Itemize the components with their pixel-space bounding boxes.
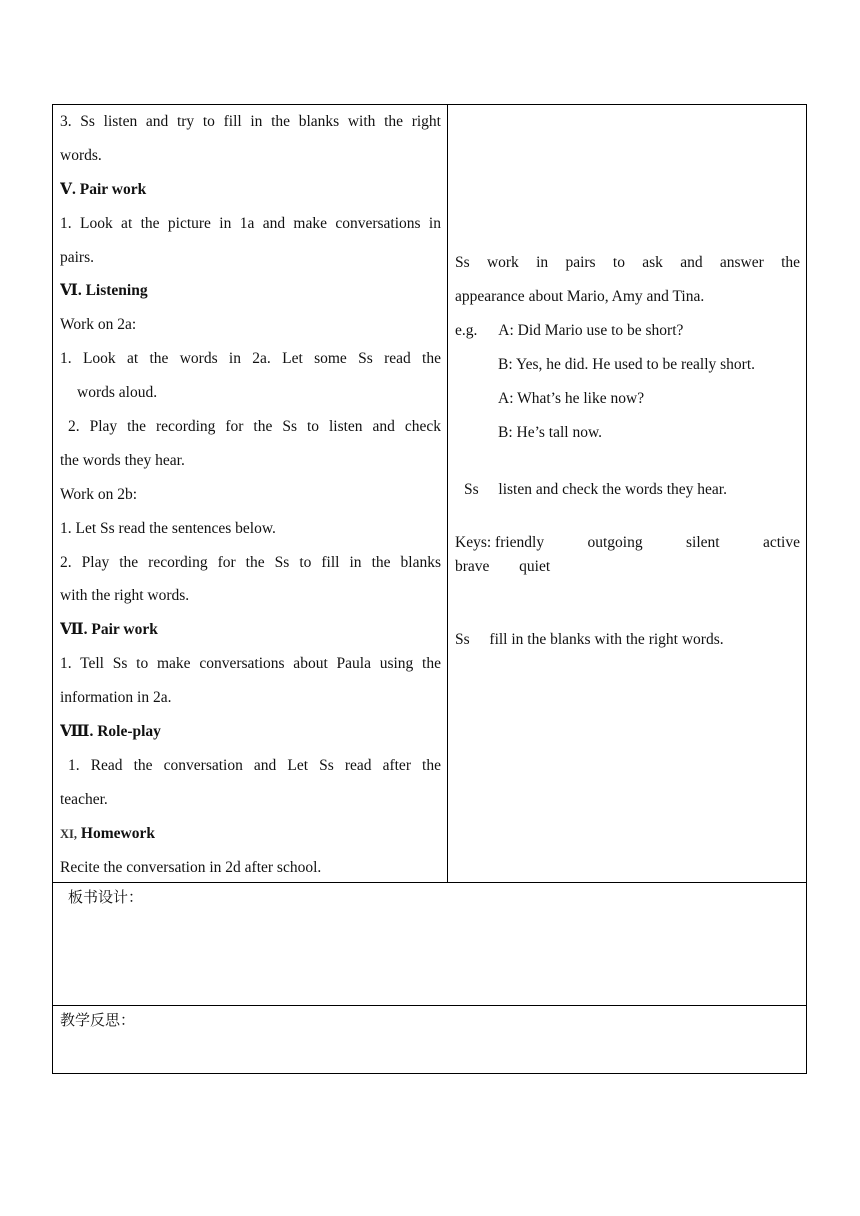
step-line: 1. Tell Ss to make conversations about Paula using the: [60, 655, 441, 673]
student-line: appearance about Mario, Amy and Tina.: [455, 288, 705, 305]
dialogue-line: B: Yes, he did. He used to be really short.: [498, 356, 756, 373]
keys-line: [455, 534, 800, 552]
section-title: Listening: [85, 282, 148, 300]
dialogue-line: B: He’s tall now.: [498, 424, 603, 441]
step-line: information in 2a.: [60, 689, 172, 707]
table-border-right: [806, 104, 807, 1074]
step-line: pairs.: [60, 248, 95, 266]
board-design-label: 板书设计：: [68, 888, 144, 906]
step-line: with the right words.: [60, 587, 190, 605]
key-word: quiet: [519, 558, 551, 575]
step-line: 3. Ss listen and try to fill in the blanks with the right: [60, 113, 441, 130]
step-line: 1. Read the conversation and Let Ss read after the: [68, 756, 441, 774]
step-line: words aloud.: [77, 384, 158, 402]
student-text: listen and check the words they hear.: [498, 481, 727, 498]
step-line: 2. Play the recording for the Ss to listen and check: [68, 418, 441, 436]
keys-label: Keys: friendly: [455, 534, 545, 551]
section-number: XI,: [60, 826, 78, 841]
step-line: 1. Look at the words in 2a. Let some Ss read the: [60, 350, 441, 368]
keys-line-2: [455, 558, 800, 576]
step-line: 2. Play the recording for the Ss to fill in the blanks: [60, 553, 441, 571]
step-line: Recite the conversation in 2d after school.: [60, 858, 322, 876]
section-number: Ⅷ.: [60, 723, 94, 741]
section-heading-homework: [60, 817, 441, 851]
section-heading-pair-work-2: [60, 613, 441, 647]
section-title: Role-play: [97, 723, 161, 741]
teaching-reflection-label: 教学反思：: [60, 1011, 136, 1029]
row-divider-2: [52, 1005, 807, 1006]
student-activities-cell: [448, 105, 806, 882]
step-line: teacher.: [60, 790, 108, 808]
section-heading-listening: [60, 274, 441, 308]
student-line: [455, 481, 800, 499]
example-line: [455, 322, 800, 340]
section-heading-pair-work: [60, 173, 441, 207]
key-word: silent: [686, 534, 720, 551]
section-heading-role-play: [60, 715, 441, 749]
dialogue-line: A: What’s he like now?: [498, 390, 645, 407]
table-border-bottom: [52, 1073, 807, 1074]
student-line: [455, 631, 800, 649]
section-title: Pair work: [91, 621, 158, 639]
step-line: the words they hear.: [60, 451, 185, 469]
teacher-activities-cell: [52, 105, 447, 882]
student-text: fill in the blanks with the right words.: [489, 631, 724, 648]
ss-label: Ss: [464, 481, 479, 498]
step-line: 1. Let Ss read the sentences below.: [60, 519, 276, 537]
step-line: Work on 2b:: [60, 485, 138, 503]
student-line: Ss work in pairs to ask and answer the: [455, 254, 800, 271]
key-word: brave: [455, 558, 490, 575]
key-word: active: [762, 534, 800, 551]
section-number: Ⅶ.: [60, 621, 88, 639]
section-number: Ⅴ.: [60, 180, 76, 198]
section-title: Homework: [80, 824, 155, 842]
dialogue-line: A: Did Mario use to be short?: [498, 322, 684, 339]
ss-label: Ss: [455, 631, 470, 648]
eg-label: e.g.: [455, 322, 478, 339]
key-word: outgoing: [587, 534, 643, 551]
step-line: Work on 2a:: [60, 316, 137, 334]
step-line: words.: [60, 146, 102, 164]
section-number: Ⅵ.: [60, 282, 82, 300]
section-title: Pair work: [79, 180, 147, 198]
step-line: 1. Look at the picture in 1a and make conversations in: [60, 214, 441, 232]
